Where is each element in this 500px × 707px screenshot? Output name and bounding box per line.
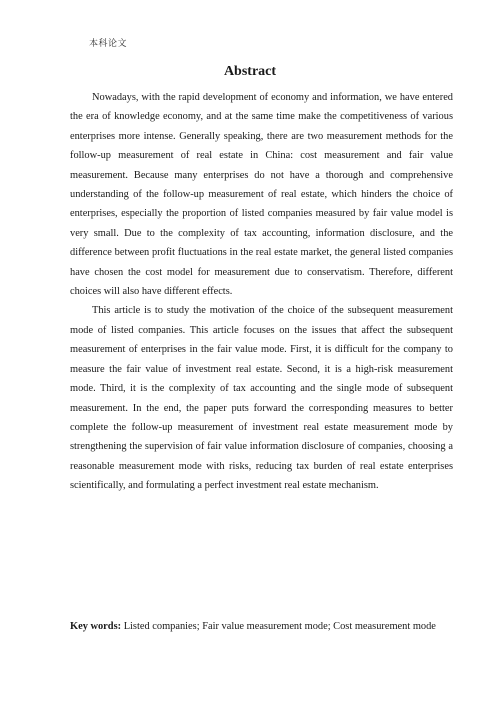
running-header: 本科论文 bbox=[89, 39, 128, 49]
abstract-title: Abstract bbox=[223, 64, 277, 79]
keywords-text: Listed companies; Fair value measurement mode; Cost measurement mode bbox=[123, 621, 436, 632]
keywords-line bbox=[70, 620, 453, 634]
abstract-body bbox=[70, 88, 453, 496]
keywords-label: Key words: bbox=[70, 621, 122, 632]
abstract-paragraph-2: This article is to study the motivation of the choice of the subsequent measurement mode of listed companies. This article focuses on the issues that affect the subsequent measurement of enterprises in the fair value mode. First, it is difficult for the company to measure the fair value of investment real estate. Second, it is a high-risk measurement mode. Third, it is the complexity of tax accounting and the single mode of subsequent measurement. In the end, the paper puts forward the corresponding measures to better complete the follow-up measurement of investment real estate measurement mode by strengthening the supervision of fair value information disclosure of companies, choosing a reasonable measurement mode with risks, reducing tax burden of real estate enterprises scientifically, and formulating a perfect investment real estate mechanism. bbox=[70, 305, 453, 492]
abstract-paragraph-1: Nowadays, with the rapid development of economy and information, we have entered the era of knowledge economy, and at the same time make the competitiveness of various enterprises more intense. Generally speaking, there are two measurement methods for the follow-up measurement of real estate in China: cost measurement and fair value measurement. Because many enterprises do not have a thorough and comprehensive understanding of the follow-up measurement of real estate, which hinders the choice of enterprises, especially the proportion of listed companies measured by fair value model is very small. Due to the complexity of tax accounting, information disclosure, and the difference between profit fluctuations in the real estate market, the general listed companies have chosen the cost model for measurement due to conservatism. Therefore, different choices will also have different effects. bbox=[70, 92, 453, 298]
